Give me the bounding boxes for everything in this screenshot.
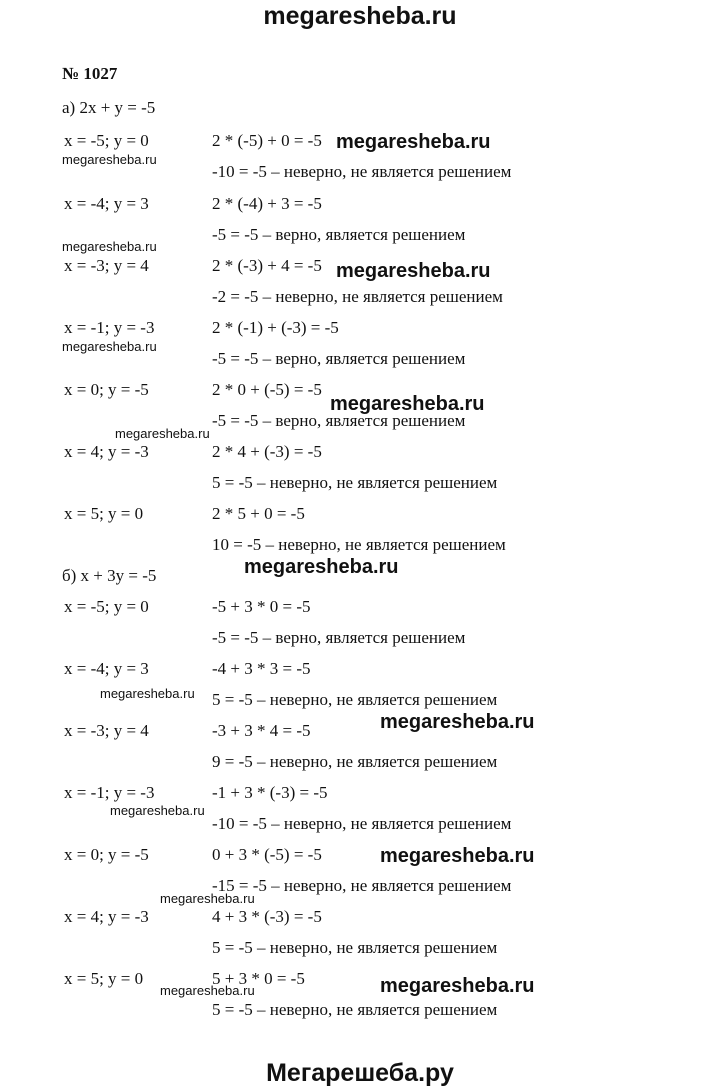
result: -2 = -5 – неверно, не является решением [212,287,503,306]
watermark: megaresheba.ru [160,983,255,998]
values-xy: x = -5; y = 0 [64,131,149,150]
values-xy: x = 4; y = -3 [64,442,149,461]
part-b-label: б) x + 3y = -5 [62,566,157,585]
values-xy: x = -1; y = -3 [64,318,155,337]
values-xy: x = -4; y = 3 [64,659,149,678]
values-xy: x = -3; y = 4 [64,721,149,740]
part-a-row-6 [0,442,720,504]
watermark: megaresheba.ru [330,393,485,415]
substitution: 2 * (-5) + 0 = -5 [212,131,322,150]
substitution: 2 * (-4) + 3 = -5 [212,194,322,213]
part-b-row-3 [0,721,720,783]
values-xy: x = -4; y = 3 [64,194,149,213]
substitution: -5 + 3 * 0 = -5 [212,597,311,616]
part-b-row-7 [0,969,720,1031]
values-xy: x = 4; y = -3 [64,907,149,926]
substitution: 2 * 5 + 0 = -5 [212,504,305,523]
site-header: megaresheba.ru [263,2,457,30]
part-b-row-1 [0,597,720,659]
substitution: 0 + 3 * (-5) = -5 [212,845,322,864]
substitution: 2 * (-1) + (-3) = -5 [212,318,339,337]
result: -5 = -5 – верно, является решением [212,349,466,368]
problem-number: № 1027 [62,64,118,83]
substitution: 2 * (-3) + 4 = -5 [212,256,322,275]
part-b-row-5 [0,845,720,907]
substitution: 2 * 4 + (-3) = -5 [212,442,322,461]
result: 10 = -5 – неверно, не является решением [212,535,506,554]
watermark: megaresheba.ru [62,239,157,254]
watermark: megaresheba.ru [380,845,535,867]
part-b-row-4 [0,783,720,845]
watermark: megaresheba.ru [100,686,195,701]
values-xy: x = 0; y = -5 [64,845,149,864]
watermark: megaresheba.ru [336,260,491,282]
substitution: 2 * 0 + (-5) = -5 [212,380,322,399]
watermark: megaresheba.ru [62,339,157,354]
values-xy: x = -1; y = -3 [64,783,155,802]
result: 5 = -5 – неверно, не является решением [212,938,498,957]
substitution: 5 + 3 * 0 = -5 [212,969,305,988]
values-xy: x = -3; y = 4 [64,256,149,275]
values-xy: x = 5; y = 0 [64,504,144,523]
values-xy: x = -5; y = 0 [64,597,149,616]
watermark: megaresheba.ru [336,131,491,153]
part-a-label: а) 2x + y = -5 [62,98,156,117]
watermark: megaresheba.ru [62,152,157,167]
substitution: -1 + 3 * (-3) = -5 [212,783,328,802]
watermark: megaresheba.ru [380,711,535,733]
watermark: megaresheba.ru [244,556,399,578]
result: -10 = -5 – неверно, не является решением [212,814,512,833]
result: -10 = -5 – неверно, не является решением [212,162,512,181]
part-b-row-6 [0,907,720,969]
values-xy: x = 0; y = -5 [64,380,149,399]
result: -5 = -5 – верно, является решением [212,411,466,430]
substitution: -3 + 3 * 4 = -5 [212,721,311,740]
watermark: megaresheba.ru [115,426,210,441]
site-footer: Мегарешеба.ру [266,1059,454,1087]
result: 9 = -5 – неверно, не является решением [212,752,498,771]
watermark: megaresheba.ru [110,803,205,818]
result: -15 = -5 – неверно, не является решением [212,876,512,895]
values-xy: x = 5; y = 0 [64,969,144,988]
result: 5 = -5 – неверно, не является решением [212,690,498,709]
substitution: -4 + 3 * 3 = -5 [212,659,311,678]
result: 5 = -5 – неверно, не является решением [212,473,498,492]
watermark: megaresheba.ru [160,891,255,906]
watermark: megaresheba.ru [380,975,535,997]
substitution: 4 + 3 * (-3) = -5 [212,907,322,926]
result: -5 = -5 – верно, является решением [212,628,466,647]
result: -5 = -5 – верно, является решением [212,225,466,244]
result: 5 = -5 – неверно, не является решением [212,1000,498,1019]
